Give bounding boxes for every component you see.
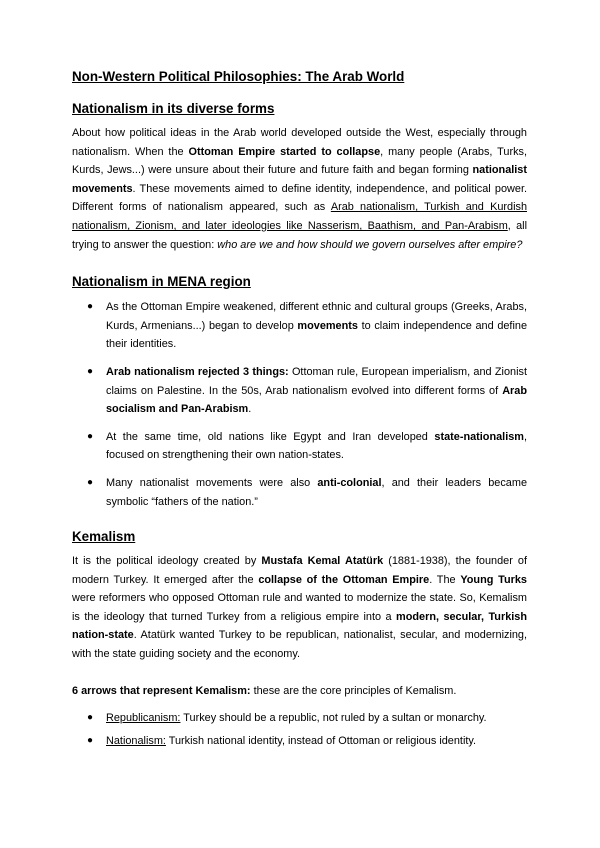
list-item: ● As the Ottoman Empire weakened, different ethnic and cultural groups (Greeks, Arabs, Kurds, Armenians...) began to develop movements to claim independence and define their identities. [85, 298, 527, 354]
mena-bullet-list [72, 298, 527, 511]
bullet-icon: ● [87, 430, 94, 442]
kemalism-principles-list [72, 709, 527, 750]
bullet-icon: ● [87, 365, 94, 377]
bullet-icon: ● [87, 712, 94, 724]
paragraph-nationalism-forms: About how political ideas in the Arab world developed outside the West, especially through nationalism. When the Ottoman Empire started to collapse, many people (Arabs, Turks, Kurds, Jews...) were unsure about their future and future faith and began forming nationalist movements. These movements aimed to define identity, independence, and political power. Different forms of nationalism appeared, such as Arab nationalism, Turkish and Kurdish nationalism, Zionism, and later ideologies like Nasserism, Baathism, and Pan-Arabism, all trying to answer the question: who are we and how should we govern ourselves after empire? [72, 127, 528, 251]
bullet-icon: ● [87, 734, 94, 746]
list-item: ● At the same time, old nations like Egypt and Iran developed state-nationalism, focused on strengthening their own nation-states. [85, 428, 527, 465]
section-heading-nationalism-forms: Nationalism in its diverse forms [72, 101, 275, 116]
paragraph-six-arrows: 6 arrows that represent Kemalism: these are the core principles of Kemalism. [72, 684, 457, 697]
section-heading-kemalism: Kemalism [72, 529, 136, 545]
paragraph-kemalism: It is the political ideology created by Mustafa Kemal Atatürk (1881-1938), the founder of modern Turkey. It emerged after the collapse of the Ottoman Empire. The Young Turks were reformers who opposed Ottoman rule and wanted to modernize the state. So, Kemalism is the ideology that turned Turkey from a religious empire into a modern, secular, Turkish nation-state. Atatürk wanted Turkey to be republican, nationalist, secular, and modernizing, with the state guiding society and the economy. [72, 555, 527, 661]
list-item: ● Many nationalist movements were also anti-colonial, and their leaders became symbolic “fathers of the nation.” [85, 474, 527, 511]
bullet-icon: ● [87, 301, 94, 313]
list-item: ● Arab nationalism rejected 3 things: Ottoman rule, European imperialism, and Zionist claims on Palestine. In the 50s, Arab nationalism evolved into different forms of Arab socialism and Pan-Arabism. [85, 363, 527, 419]
page-title: Non-Western Political Philosophies: The Arab World [72, 69, 405, 84]
bullet-icon: ● [87, 476, 94, 488]
section-heading-mena: Nationalism in MENA region [72, 274, 251, 290]
document-page [72, 68, 527, 750]
list-item: ● Nationalism: Turkish national identity, instead of Ottoman or religious identity. [85, 732, 527, 751]
list-item: ● Republicanism: Turkey should be a republic, not ruled by a sultan or monarchy. [85, 709, 527, 728]
